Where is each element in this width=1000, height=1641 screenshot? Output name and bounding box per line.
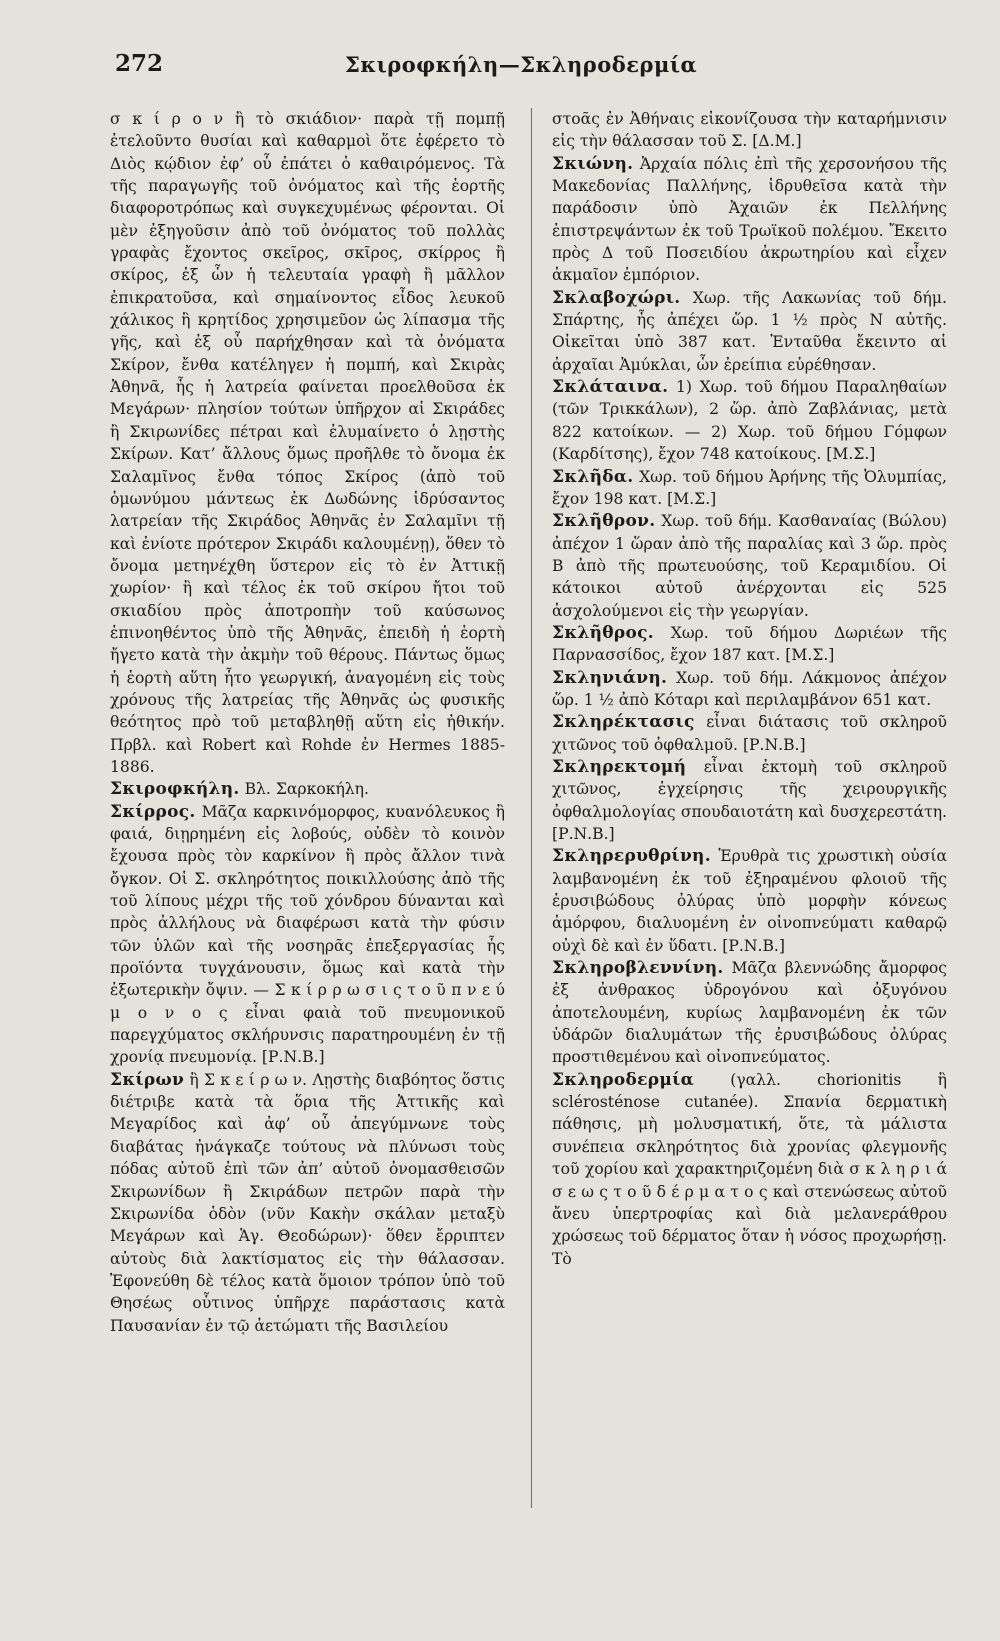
page-header — [110, 50, 750, 84]
column-divider — [531, 108, 532, 1508]
dictionary-entry — [552, 108, 947, 153]
entry-headword: Σκληρέκτασις — [552, 712, 695, 733]
entry-headword: Σκληρεκτομή — [552, 756, 687, 777]
entry-headword: Σκληρερυθρίνη. — [552, 846, 711, 867]
entry-text: Χωρ. τοῦ δήμου Δωριέων τῆς Παρνασσίδος, ἔχον 187 κατ. [Μ.Σ.] — [552, 623, 947, 665]
dictionary-entry — [552, 287, 947, 376]
dictionary-entry — [552, 466, 947, 511]
entry-headword: Σκιροφκήλη. — [110, 779, 240, 800]
dictionary-entry — [552, 957, 947, 1069]
entry-headword: Σκληροβλεννίνη. — [552, 958, 724, 979]
entry-headword: Σκλῆδα. — [552, 466, 634, 487]
dictionary-entry — [552, 376, 947, 465]
entry-text: Χωρ. τοῦ δήμου Ἀρήνης τῆς Ὀλυμπίας, ἔχον 198 κατ. [Μ.Σ.] — [552, 467, 947, 508]
entry-headword: Σκληνιάνη. — [552, 667, 668, 688]
right-column — [552, 108, 947, 1270]
dictionary-entry — [552, 510, 947, 622]
entry-text: ἢ Σ κ ε ί ρ ω ν. Λῃστὴς διαβόητος ὅστις διέτριβε κατὰ τὰ ὅρια τῆς Ἀττικῆς καὶ Μεγαρίδος καὶ ἀφ’ οὗ ἀπεγύμνωνε τοὺς διαβάτας ἠνάγκαζε τούτους νὰ πλύνωσι τοὺς πόδας αὐτοῦ ἐπὶ τῶν ἀπ’ αὐτοῦ ὀνομασθεισῶν Σκιρωνίδων ἢ Σκιράδων πετρῶν παρὰ τὴν Σκιρωνίδα ὁδὸν (νῦν Κακὴν σκάλαν μεταξὺ Μεγάρων καὶ Ἁγ. Θεοδώρων)· ὅθεν ἔρριπτεν αὐτοὺς διὰ λακτίσματος εἰς τὴν θάλασσαν. Ἐφονεύθη δὲ τέλος κατὰ ὅμοιον τρόπον ὑπὸ τοῦ Θησέως οὗτινος ὑπῆρχε παράστασις κατὰ Παυσανίαν ἐν τῷ ἀετώματι τῆς Βασιλείου — [110, 1070, 505, 1335]
entry-headword: Σκλάταινα. — [552, 377, 669, 398]
entry-headword: Σκίρων — [110, 1069, 185, 1090]
entry-headword: Σκληροδερμία — [552, 1069, 695, 1090]
entry-text: (γαλλ. chorionitis ἢ sclérosténose cutanée). Σπανία δερματικὴ πάθησις, μὴ μολυσματική, ὅτε, τὰ μάλιστα συνέπεια σκληρότητος διὰ χρονίας φλεγμονῆς τοῦ χορίου καὶ χαρακτηριζομένη διὰ σ κ λ η ρ ι ά σ ε ω ς τ ο ῦ δ έ ρ μ α τ ο ς καὶ στενώσεως αὐτοῦ ἄνευ ὑπερτροφίας καὶ διὰ μελανεράθρου χρώσεως τοῦ δέρματος ὅταν ἡ νόσος προχωρήσῃ. Τὸ — [552, 1070, 947, 1268]
entry-headword: Σκίρρος. — [110, 801, 196, 822]
dictionary-entry — [552, 667, 947, 712]
dictionary-entry — [552, 711, 947, 756]
left-column — [110, 108, 505, 1337]
running-title: Σκιροφκήλη—Σκληροδερμία — [345, 52, 698, 77]
entry-text: εἶναι ἐκτομὴ τοῦ σκληροῦ χιτῶνος, ἐγχείρησις τῆς χειρουργικῆς ὀφθαλμολογίας σπουδαιοτάτη καὶ δυσχερεστάτη. [Ρ.Ν.Β.] — [552, 757, 947, 843]
dictionary-entry — [552, 845, 947, 957]
entry-text: Χωρ. τοῦ δήμ. Λάκμονος ἀπέχον ὥρ. 1 ½ ἀπὸ Κόταρι καὶ περιλαμβάνον 651 κατ. — [552, 668, 947, 709]
entry-text: Χωρ. τοῦ δήμ. Κασθαναίας (Βώλου) ἀπέχον 1 ὥραν ἀπὸ τῆς παραλίας καὶ 3 ὥρ. πρὸς Β ἀπὸ τῆς πρωτευούσης, τοῦ Κεραμιδίου. Οἱ κάτοικοι αὐτοῦ ἀνέρχονται εἰς 525 ἀσχολούμενοι εἰς τὴν γεωργίαν. — [552, 512, 947, 620]
entry-text: εἶναι διάτασις τοῦ σκληροῦ χιτῶνος τοῦ ὀφθαλμοῦ. [Ρ.Ν.Β.] — [552, 713, 947, 754]
dictionary-entry — [552, 622, 947, 667]
dictionary-entry — [552, 756, 947, 845]
entry-text: σ κ ί ρ ο ν ἢ τὸ σκιάδιον· παρὰ τῇ πομπῇ ἐτελοῦντο θυσίαι καὶ καθαρμοὶ ὅτε ἐφέρετο τὸ Διὸς κῴδιον ἐφ’ οὗ ἐπάτει ὁ καθαιρόμενος. Τὰ τῆς παραγωγῆς τοῦ ὀνόματος καὶ τῆς ἑορτῆς διαφοροτρόπως καὶ συγκεχυμένως φέρονται. Οἱ μὲν ἐξηγοῦσιν ἀπὸ τοῦ ὀνόματος τοῦ πολλὰς γραφὰς ἔχοντος σκεῖρος, σκῖρος, σκίρρος ἢ σκίρος, ἐξ ὧν ἡ τελευταία γραφὴ ἢ μᾶλλον ἐπικρατοῦσα, καὶ σημαίνοντος εἶδος λευκοῦ χάλικος ἢ κρητίδος χρησιμεῦον ὡς λίπασμα τῆς γῆς, καὶ ἐξ οὗ παρήχθησαν καὶ τὰ ὀνόματα Σκίρον, ἔνθα κατέληγεν ἡ πομπή, καὶ Σκιρὰς Ἀθηνᾶ, ἧς ἡ λατρεία φαίνεται προελθοῦσα ἐκ Μεγάρων· πλησίον τούτων ὑπῆρχον αἱ Σκιράδες ἢ Σκιρωνίδες πέτραι καὶ ἐλυμαίνετο ὁ λῃστὴς Σκίρων. Κατ’ ἄλλους ὅμως προῆλθε τὸ ὄνομα ἐκ Σαλαμῖνος ἔνθα τόπος Σκίρος (ἀπὸ τοῦ ὁμωνύμου μάντεως ἐκ Δωδώνης ἱδρύσαντος λατρείαν τῆς Σκιράδος Ἀθηνᾶς ἐν Σαλαμῖνι τῇ καὶ ἐνίοτε πρότερον Σκιράδι καλουμένῃ), ὅθεν τὸ ὄνομα μετηνέχθη ὕστερον εἰς τὸ ἐν Ἀττικῇ χωρίον· ἢ καὶ τέλος ἐκ τοῦ σκίρου ἤτοι τοῦ σκιαδίου πρὸς ἀποτροπὴν τοῦ καύσωνος ἐπινοηθέντος ὑπὸ τῆς Ἀθηνᾶς, ἐπειδὴ ἡ ἑορτὴ ἤγετο κατὰ τὴν ἀκμὴν τοῦ θέρους. Πάντως ὅμως ἡ ἑορτὴ αὕτη ἦτο γεωργική, ἀναγομένη εἰς τοὺς χρόνους τῆς λατρείας τῆς Ἀθηνᾶς ὡς φυσικῆς θεότητος πρὸ τοῦ μεταβληθῇ αὕτη εἰς ἠθικήν. Πρβλ. καὶ Robert καὶ Rohde ἐν Hermes 1885-1886. — [110, 110, 505, 776]
entry-headword: Σκλῆθρος. — [552, 622, 654, 643]
entry-text: 1) Χωρ. τοῦ δήμου Παραληθαίων (τῶν Τρικκάλων), 2 ὥρ. ἀπὸ Ζαβλάνιας, μετὰ 822 κατοίκων. — 2) Χωρ. τοῦ δήμου Γόμφων (Καρδίτσης), ἔχον 748 κατοίκους. [Μ.Σ.] — [552, 378, 947, 464]
dictionary-entry — [110, 801, 505, 1069]
entry-text: Ἀρχαία πόλις ἐπὶ τῆς χερσονήσου τῆς Μακεδονίας Παλλήνης, ἱδρυθεῖσα κατὰ τὴν παράδοσιν ὑπὸ Ἀχαιῶν ἐκ Πελλήνης ἐπιστρεψάντων ἐκ τοῦ Τρωϊκοῦ πολέμου. Ἔκειτο πρὸς Δ τοῦ Ποσειδίου ἀκρωτηρίου καὶ εἶχεν ἀκμαῖον ἐμπόριον. — [552, 154, 947, 285]
entry-text: Μᾶζα καρκινόμορφος, κυανόλευκος ἢ φαιά, διῃρημένη εἰς λοβούς, οὐδὲν τὸ κοινὸν ἔχουσα πρὸς τὸν καρκίνον ἢ πρὸς ἄλλον τινὰ ὄγκον. Οἱ Σ. σκληρότητος ποικιλλούσης ἀπὸ τῆς τοῦ λίπους μέχρι τῆς τοῦ χόνδρου δύνανται καὶ πρὸς ἀλλήλους νὰ διαφέρωσι κατὰ τὴν φύσιν τῶν ὑλῶν καὶ τῆς νοσηρᾶς ἐπεξεργασίας ἧς προϊόντα τυγχάνουσιν, ὅμως καὶ κατὰ τὴν ἐξωτερικὴν ὄψιν. — Σ κ ί ρ ρ ω σ ι ς τ ο ῦ π ν ε ύ μ ο ν ο ς εἶναι φαιὰ τοῦ πνευμονικοῦ παρεγχύματος σκλήρυνσις παρατηρουμένη ἐν τῇ χρονίᾳ πνευμονίᾳ. [Ρ.Ν.Β.] — [110, 802, 505, 1067]
dictionary-entry — [552, 153, 947, 287]
entry-text: στοᾶς ἐν Ἀθήναις εἰκονίζουσα τὴν καταρήμνισιν εἰς τὴν θάλασσαν τοῦ Σ. [Δ.Μ.] — [552, 110, 947, 151]
page-number: 272 — [115, 50, 164, 77]
entry-text: Χωρ. τῆς Λακωνίας τοῦ δήμ. Σπάρτης, ἧς ἀπέχει ὥρ. 1 ½ πρὸς Ν αὐτῆς. Οἰκεῖται ὑπὸ 387 κατ. Ἐνταῦθα ἔκειντο αἱ ἀρχαῖαι Ἀμύκλαι, ὧν ἐρείπια εὑρέθησαν. — [552, 288, 947, 374]
entry-headword: Σκλαβοχώρι. — [552, 287, 681, 308]
entry-text: Ἐρυθρὰ τις χρωστικὴ οὐσία λαμβανομένη ἐκ τοῦ ἐξηραμένου φλοιοῦ τῆς ἐρυσιβώδους ὀλύρας ὑπὸ μορφὴν κόνεως ἀμόρφου, διαλυομένη ἐν οἰνοπνεύματι καθαρῷ οὐχὶ δὲ καὶ ἐν ὕδατι. [Ρ.Ν.Β.] — [552, 847, 947, 955]
entry-headword: Σκλῆθρον. — [552, 511, 656, 532]
entry-text: Βλ. Σαρκοκήλη. — [244, 780, 369, 799]
entry-text: Μᾶζα βλεννώδης ἄμορφος ἐξ ἀνθρακος ὑδρογόνου καὶ ὀξυγόνου ἀποτελουμένη, κυρίως λαμβανομένη ἐκ τῶν ὑδάρῶν διαλυμάτων τῆς ἐρυσιβώδους ὀλύρας προστιθεμένου καὶ οἰνοπνεύματος. — [552, 959, 947, 1067]
dictionary-entry — [552, 1069, 947, 1270]
entry-headword: Σκιώνη. — [552, 153, 634, 174]
dictionary-entry — [110, 778, 505, 800]
dictionary-entry — [110, 1069, 505, 1337]
dictionary-entry — [110, 108, 505, 778]
